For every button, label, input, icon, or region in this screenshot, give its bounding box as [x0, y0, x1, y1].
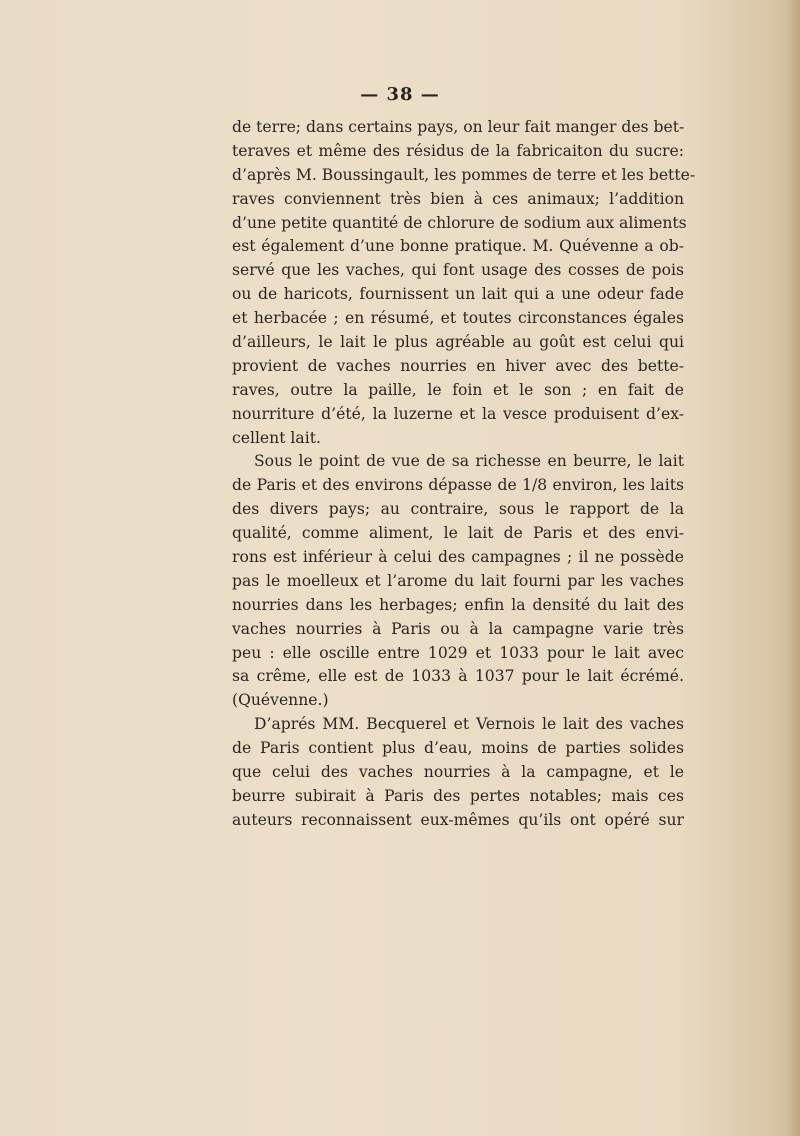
text-line: servé que les vaches, qui font usage des cosses de pois	[232, 261, 684, 280]
text-line: de terre; dans certains pays, on leur fait manger des bet-	[232, 118, 685, 136]
text-line: que celui des vaches nourries à la campagne, et le	[232, 763, 684, 782]
text-line: d’après M. Boussingault, les pommes de terre et les bette-	[232, 165, 696, 184]
text-line: nourries dans les herbages; enfin la densité du lait des	[232, 595, 684, 614]
text-line: vaches nourries à Paris ou à la campagne varie très	[232, 619, 684, 638]
text-line: ou de haricots, fournissent un lait qui a une odeur fade	[232, 285, 684, 304]
body-text	[232, 116, 696, 833]
text-line: est également d’une bonne pratique. M. Quévenne a ob-	[232, 237, 684, 256]
text-line: de Paris contient plus d’eau, moins de parties solides	[232, 739, 684, 758]
text-line: Sous le point de vue de sa richesse en beurre, le lait	[254, 452, 684, 471]
text-line: nourriture d’été, la luzerne et la vesce produisent d’ex-	[232, 404, 684, 423]
text-line: de Paris et des environs dépasse de 1/8 environ, les laits	[232, 476, 684, 495]
page-edge-shadow	[786, 0, 800, 1136]
text-line: provient de vaches nourries en hiver avec des bette-	[232, 356, 684, 375]
text-line: cellent lait.	[232, 428, 321, 447]
text-line: pas le moelleux et l’arome du lait fourni par les vaches	[232, 571, 684, 590]
text-line: sa crême, elle est de 1033 à 1037 pour le lait écrémé.	[232, 667, 684, 686]
text-line: d’ailleurs, le lait le plus agréable au goût est celui qui	[232, 333, 684, 352]
text-line: raves, outre la paille, le foin et le son ; en fait de	[232, 380, 684, 399]
text-line: peu : elle oscille entre 1029 et 1033 pour le lait avec	[232, 643, 684, 662]
text-line: rons est inférieur à celui des campagnes ; il ne possède	[232, 548, 684, 567]
text-line: d’une petite quantité de chlorure de sodium aux aliments	[232, 213, 687, 232]
text-line: teraves et même des résidus de la fabricaiton du sucre:	[232, 141, 684, 160]
text-line: des divers pays; au contraire, sous le rapport de la	[232, 500, 684, 519]
text-line: D’aprés MM. Becquerel et Vernois le lait des vaches	[254, 715, 684, 734]
text-line: qualité, comme aliment, le lait de Paris et des envi-	[232, 524, 684, 543]
page-number: — 38 —	[360, 84, 440, 105]
text-line: beurre subirait à Paris des pertes notables; mais ces	[232, 786, 684, 805]
text-line: (Quévenne.)	[232, 691, 329, 710]
text-line: auteurs reconnaissent eux-mêmes qu’ils ont opéré sur	[232, 810, 684, 829]
text-line: et herbacée ; en résumé, et toutes circonstances égales	[232, 309, 684, 328]
text-line: raves conviennent très bien à ces animaux; l’addition	[232, 189, 684, 208]
